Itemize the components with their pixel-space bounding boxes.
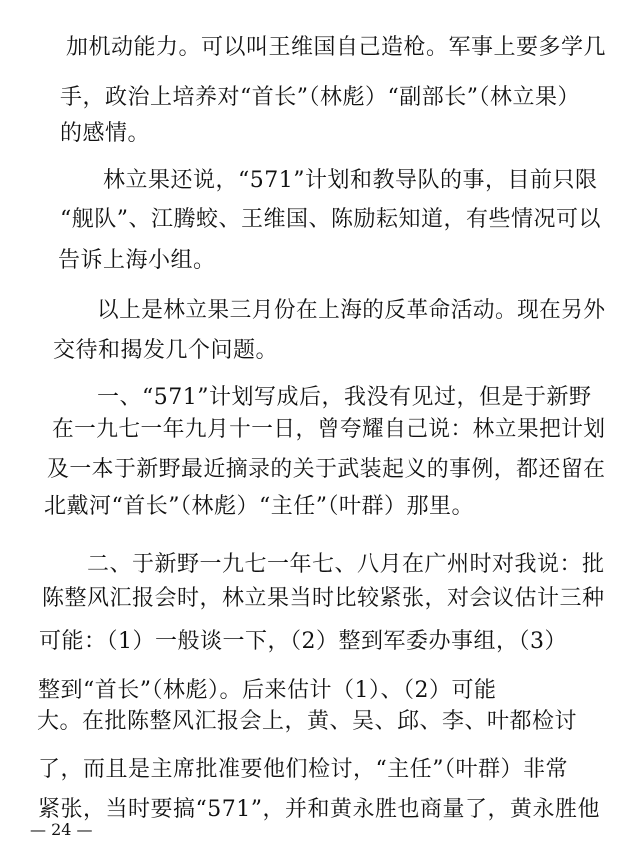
text-line: 了，而且是主席批准要他们检讨，“主任”（叶群）非常 <box>38 757 568 782</box>
text-line: 的感情。 <box>60 121 151 146</box>
text-line: 交待和揭发几个问题。 <box>53 338 279 363</box>
text-line: 加机动能力。可以叫王维国自己造枪。军事上要多学几 <box>66 35 607 60</box>
text-line: 在一九七一年九月十一日，曾夸耀自己说：林立果把计划 <box>52 417 606 442</box>
text-line: 林立果还说，“571”计划和教导队的事，目前只限 <box>103 168 598 193</box>
text-line: 一、“571”计划写成后，我没有见过，但是于新野 <box>97 385 592 410</box>
text-line: 大。在批陈整风汇报会上，黄、吴、邱、李、叶都检讨 <box>37 709 578 734</box>
text-line: 紧张，当时要搞“571”，并和黄永胜也商量了，黄永胜他 <box>38 797 600 822</box>
text-line: 及一本于新野最近摘录的关于武装起义的事例，都还留在 <box>47 457 606 482</box>
text-line: 整到“首长”（林彪）。后来估计（1）、（2）可能 <box>38 678 497 703</box>
text-line: 陈整风汇报会时，林立果当时比较紧张，对会议估计三种 <box>42 586 605 611</box>
text-line: 以上是林立果三月份在上海的反革命活动。现在另外 <box>97 298 606 323</box>
text-line: 告诉上海小组。 <box>58 248 216 273</box>
page-number: — 24 — <box>30 820 93 839</box>
text-line: 手，政治上培养对“首长”（林彪）“副部长”（林立果） <box>60 85 580 110</box>
text-line: 可能：（1）一般谈一下，（2）整到军委办事组，（3） <box>39 629 567 654</box>
text-line: 二、于新野一九七一年七、八月在广州时对我说：批 <box>87 552 605 577</box>
text-line: 北戴河“首长”（林彪）“主任”（叶群）那里。 <box>44 494 474 519</box>
text-line: “舰队”、江腾蛟、王维国、陈励耘知道，有些情况可以 <box>60 207 601 232</box>
